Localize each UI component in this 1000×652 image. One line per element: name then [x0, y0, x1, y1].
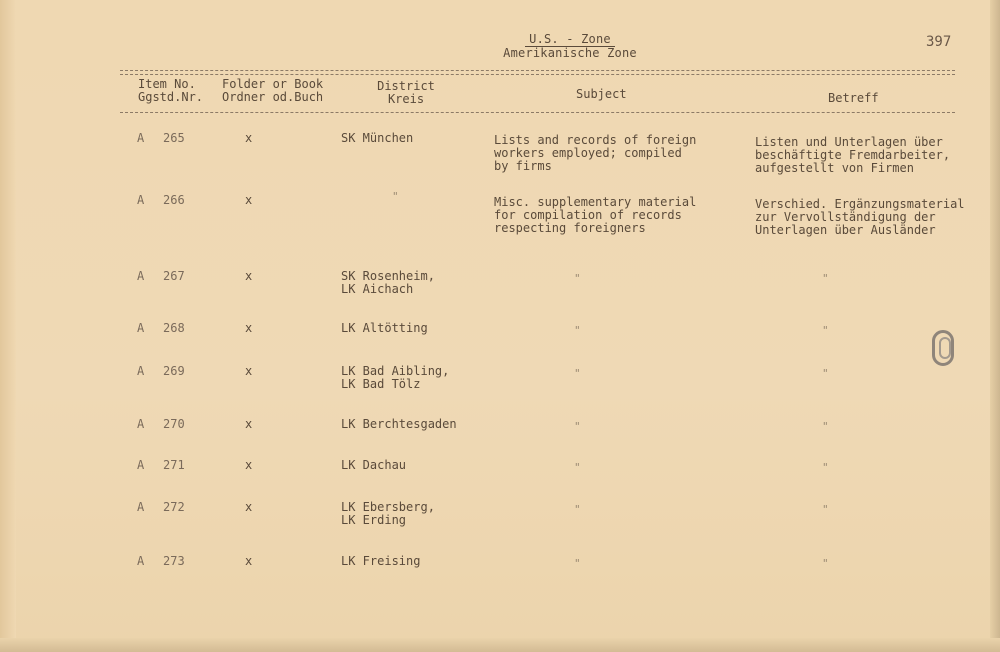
- row-item-number: 267: [163, 269, 185, 283]
- row-subject: ": [574, 420, 581, 433]
- zone-line-1: U.S. - Zone: [525, 33, 615, 47]
- row-betreff: Verschied. Ergänzungsmaterial zur Vervollständigung der Unterlagen über Ausländer: [755, 197, 965, 237]
- row-district: SK München: [341, 131, 414, 145]
- row-folder-mark: x: [245, 417, 253, 431]
- row-item-number: 271: [163, 458, 185, 472]
- page-number: 397: [926, 34, 952, 50]
- row-folder-mark: x: [245, 458, 253, 472]
- header-bottom-rule: [120, 112, 955, 113]
- row-betreff: ": [822, 503, 829, 516]
- page-binding-edge: [0, 0, 16, 652]
- row-district: LK Freising: [341, 554, 421, 568]
- header-district-en: District: [377, 79, 435, 93]
- row-item-letter: A: [137, 500, 145, 514]
- row-item-letter: A: [137, 193, 145, 207]
- row-item-letter: A: [137, 269, 145, 283]
- paper-clip-icon: [932, 330, 954, 366]
- row-betreff: ": [822, 557, 829, 570]
- zone-heading: [490, 33, 650, 60]
- row-folder-mark: x: [245, 500, 253, 514]
- header-item-no-de: Ggstd.Nr.: [138, 90, 204, 104]
- header-folder: [222, 78, 323, 104]
- zone-line-2: Amerikanische Zone: [503, 46, 637, 60]
- header-item-no: [138, 78, 203, 104]
- header-top-rule-2: [120, 74, 955, 75]
- row-item-letter: A: [137, 131, 145, 145]
- row-folder-mark: x: [245, 131, 253, 145]
- row-item-letter: A: [137, 554, 145, 568]
- row-subject: Lists and records of foreign workers employed; compiled by firms: [494, 133, 697, 173]
- row-subject: Misc. supplementary material for compilation of records respecting foreigners: [494, 195, 697, 235]
- row-district: SK Rosenheim, LK Aichach: [341, 269, 435, 296]
- page-bottom-edge: [0, 638, 1000, 652]
- header-betreff: Betreff: [828, 91, 879, 105]
- row-folder-mark: x: [245, 321, 253, 335]
- row-item-letter: A: [137, 364, 145, 378]
- row-subject: ": [574, 272, 581, 285]
- row-district: LK Berchtesgaden: [341, 417, 457, 431]
- row-folder-mark: x: [245, 554, 253, 568]
- row-subject: ": [574, 367, 581, 380]
- row-betreff: ": [822, 420, 829, 433]
- row-folder-mark: x: [245, 193, 253, 207]
- row-subject: ": [574, 557, 581, 570]
- row-betreff: ": [822, 367, 829, 380]
- row-betreff: ": [822, 461, 829, 474]
- row-folder-mark: x: [245, 269, 253, 283]
- row-subject: ": [574, 503, 581, 516]
- row-folder-mark: x: [245, 364, 253, 378]
- header-top-rule: [120, 70, 955, 71]
- row-betreff: ": [822, 272, 829, 285]
- row-item-number: 266: [163, 193, 185, 207]
- row-item-number: 273: [163, 554, 185, 568]
- row-item-letter: A: [137, 321, 145, 335]
- row-item-letter: A: [137, 417, 145, 431]
- row-district: LK Altötting: [341, 321, 428, 335]
- row-item-number: 268: [163, 321, 185, 335]
- row-item-number: 270: [163, 417, 185, 431]
- header-folder-de: Ordner od.Buch: [222, 90, 324, 104]
- row-district: LK Dachau: [341, 458, 407, 472]
- row-betreff: ": [822, 324, 829, 337]
- row-item-number: 272: [163, 500, 185, 514]
- header-district-de: Kreis: [387, 92, 425, 106]
- header-folder-en: Folder or Book: [222, 77, 324, 91]
- row-subject: ": [574, 324, 581, 337]
- row-district: ": [392, 190, 399, 203]
- row-district: LK Bad Aibling, LK Bad Tölz: [341, 364, 450, 391]
- row-betreff: Listen und Unterlagen über beschäftigte Fremdarbeiter, aufgestellt von Firmen: [755, 135, 951, 175]
- row-district: LK Ebersberg, LK Erding: [341, 500, 435, 527]
- page-right-edge: [990, 0, 1000, 652]
- row-item-letter: A: [137, 458, 145, 472]
- row-item-number: 265: [163, 131, 185, 145]
- header-district: [375, 80, 437, 106]
- row-subject: ": [574, 461, 581, 474]
- header-item-no-en: Item No.: [138, 77, 196, 91]
- row-item-number: 269: [163, 364, 185, 378]
- header-subject: Subject: [576, 87, 627, 101]
